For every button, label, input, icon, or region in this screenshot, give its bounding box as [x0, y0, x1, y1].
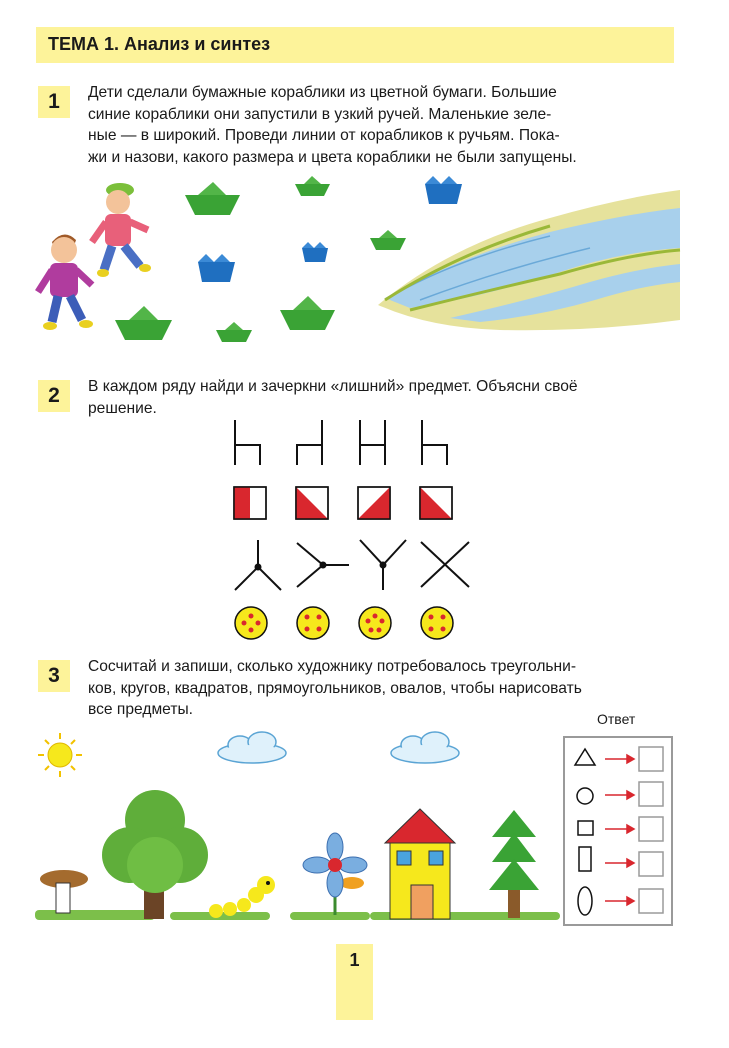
- task-1-line: синие кораблики они запустили в узкий ручей. Маленькие зеле-: [88, 105, 552, 123]
- h-figure: [297, 420, 322, 465]
- task-1-line: Дети сделали бумажные кораблики из цветной бумаги. Большие: [88, 84, 557, 101]
- green-boat: [370, 230, 406, 250]
- mushroom-icon: [40, 870, 88, 913]
- blue-boat: [302, 242, 328, 262]
- fir-tree-icon: [489, 810, 539, 918]
- boy-figure: [92, 183, 151, 277]
- cloud-icon: [391, 732, 459, 763]
- diagonal-square: [420, 487, 452, 519]
- h-figure: [360, 420, 385, 465]
- topic-title: ТЕМА 1. Анализ и синтез: [36, 27, 674, 63]
- task-1-line: жи и назови, какого размера и цвета кораблики не были запущены.: [88, 148, 577, 166]
- diagonal-square: [296, 487, 328, 519]
- green-boat: [295, 176, 330, 196]
- task-1-line: ные — в широкий. Проведи линии от корабликов к ручьям. Пока-: [88, 127, 560, 144]
- task-2-text: [88, 376, 578, 419]
- house-icon: [385, 809, 455, 919]
- task-3-text: [88, 656, 582, 721]
- streams-landscape: [378, 190, 680, 330]
- sun-icon: [38, 733, 82, 777]
- split-square: [234, 487, 266, 519]
- task-1-number: 1: [38, 86, 70, 118]
- cloud-icon: [218, 732, 286, 763]
- answer-input-box[interactable]: [639, 782, 663, 806]
- task-1-illustration: [30, 170, 690, 350]
- tree-icon: [102, 790, 208, 919]
- answer-input-box[interactable]: [639, 747, 663, 771]
- task-3-line: ков, кругов, квадратов, прямоугольников, овалов, чтобы нарисовать: [88, 679, 582, 697]
- answer-box: [564, 737, 672, 925]
- green-boat: [280, 296, 335, 330]
- task-2-line: В каждом ряду найди и зачеркни «лишний» предмет. Объясни своё: [88, 378, 578, 395]
- answer-input-box[interactable]: [639, 852, 663, 876]
- answer-input-box[interactable]: [639, 817, 663, 841]
- h-figure: [422, 420, 447, 465]
- blue-boat: [425, 176, 462, 204]
- green-boat: [216, 322, 252, 342]
- task-2-line: решение.: [88, 399, 157, 417]
- odd-one-out-grid: [225, 415, 470, 645]
- diagonal-square: [358, 487, 390, 519]
- task-3-line: Сосчитай и запиши, сколько художнику потребовалось треугольни-: [88, 658, 577, 675]
- x-figure: [421, 542, 469, 587]
- dot-circle: [235, 607, 267, 639]
- task-3-line: все предметы.: [88, 701, 194, 718]
- flower-icon: [303, 833, 367, 915]
- task-1-text: [88, 82, 577, 168]
- task-3-scene: [30, 725, 680, 935]
- h-figure: [235, 420, 260, 465]
- answer-label: Ответ: [597, 711, 636, 727]
- task-2-number: 2: [38, 380, 70, 412]
- dot-circle: [421, 607, 453, 639]
- green-boat: [115, 306, 172, 340]
- blue-boat: [198, 254, 235, 282]
- green-boat: [185, 182, 240, 215]
- page-number: 1: [349, 950, 360, 970]
- task-3-number: 3: [38, 660, 70, 692]
- answer-input-box[interactable]: [639, 889, 663, 913]
- caterpillar-icon: [209, 876, 275, 918]
- dot-circle: [359, 607, 391, 639]
- dot-circle: [297, 607, 329, 639]
- boy-figure: [38, 234, 93, 330]
